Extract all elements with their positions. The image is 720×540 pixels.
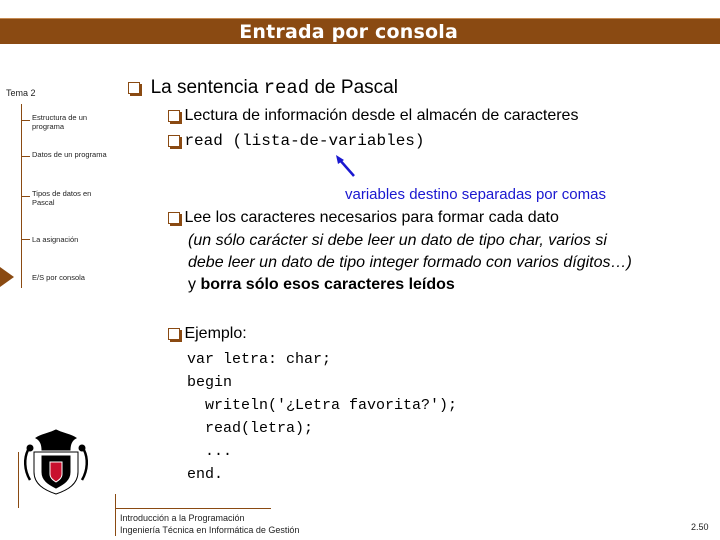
heading-text: La sentencia — [150, 77, 264, 98]
sidebar-tick — [21, 196, 30, 197]
square-bullet-icon — [128, 82, 140, 94]
point-text: Lectura de información desde el almacén de caracteres — [184, 107, 579, 124]
code-line: ... — [187, 443, 233, 460]
sidebar-item-datos[interactable]: Datos de un programa — [32, 150, 107, 159]
syntax-code: read (lista-de-variables) — [184, 132, 425, 150]
example-heading — [168, 325, 247, 343]
heading-code: read — [263, 77, 310, 99]
sidebar-item-tipos[interactable]: Tipos de datos en Pascal — [32, 189, 92, 207]
point3-final-prefix: y — [188, 276, 201, 293]
page-number: 2.50 — [691, 522, 709, 532]
bullet-point-2 — [168, 132, 425, 150]
heading-suffix: de Pascal — [309, 77, 398, 98]
sidebar-tick — [21, 239, 30, 240]
annotation-arrow-icon — [330, 152, 360, 182]
sidebar-tick — [21, 120, 30, 121]
code-line: var letra: char; — [187, 351, 332, 368]
square-bullet-icon — [168, 135, 180, 147]
point3-final-bold: borra sólo esos caracteres leídos — [200, 276, 455, 293]
bullet-point-1 — [168, 107, 578, 125]
university-crest-icon — [20, 428, 92, 496]
code-line: writeln('¿Letra favorita?'); — [187, 397, 458, 414]
code-line: begin — [187, 374, 233, 391]
point3-final-line — [188, 276, 455, 294]
sidebar-item-asignacion[interactable]: La asignación — [32, 235, 79, 244]
footer-course: Introducción a la Programación — [120, 513, 245, 523]
annotation-text: variables destino separadas por comas — [345, 186, 606, 203]
square-bullet-icon — [168, 110, 180, 122]
point3-detail-line: debe leer un dato de tipo integer formado con varios dígitos…) — [188, 254, 632, 271]
sidebar-tick — [21, 156, 30, 157]
slide-title: Entrada por consola — [239, 21, 458, 43]
footer-divider — [115, 508, 271, 509]
square-bullet-icon — [168, 212, 180, 224]
sidebar-item-es-consola[interactable]: E/S por consola — [32, 273, 85, 282]
bullet-point-3 — [168, 209, 559, 227]
footer-divider-vertical — [115, 494, 116, 536]
crest-divider — [18, 452, 19, 508]
example-label: Ejemplo: — [184, 325, 247, 342]
code-line: read(letra); — [187, 420, 314, 437]
footer-degree: Ingeniería Técnica en Informática de Gestión — [120, 525, 300, 535]
section-heading — [128, 77, 398, 99]
sidebar-item-estructura[interactable]: Estructura de un programa — [32, 113, 88, 131]
point3-detail-line: (un sólo carácter si debe leer un dato de tipo char, varios si — [188, 232, 607, 249]
active-item-arrow-icon — [0, 267, 14, 287]
code-line: end. — [187, 466, 224, 483]
point-text: Lee los caracteres necesarios para formar cada dato — [184, 209, 559, 226]
sidebar-section-title: Tema 2 — [6, 88, 36, 98]
square-bullet-icon — [168, 328, 180, 340]
